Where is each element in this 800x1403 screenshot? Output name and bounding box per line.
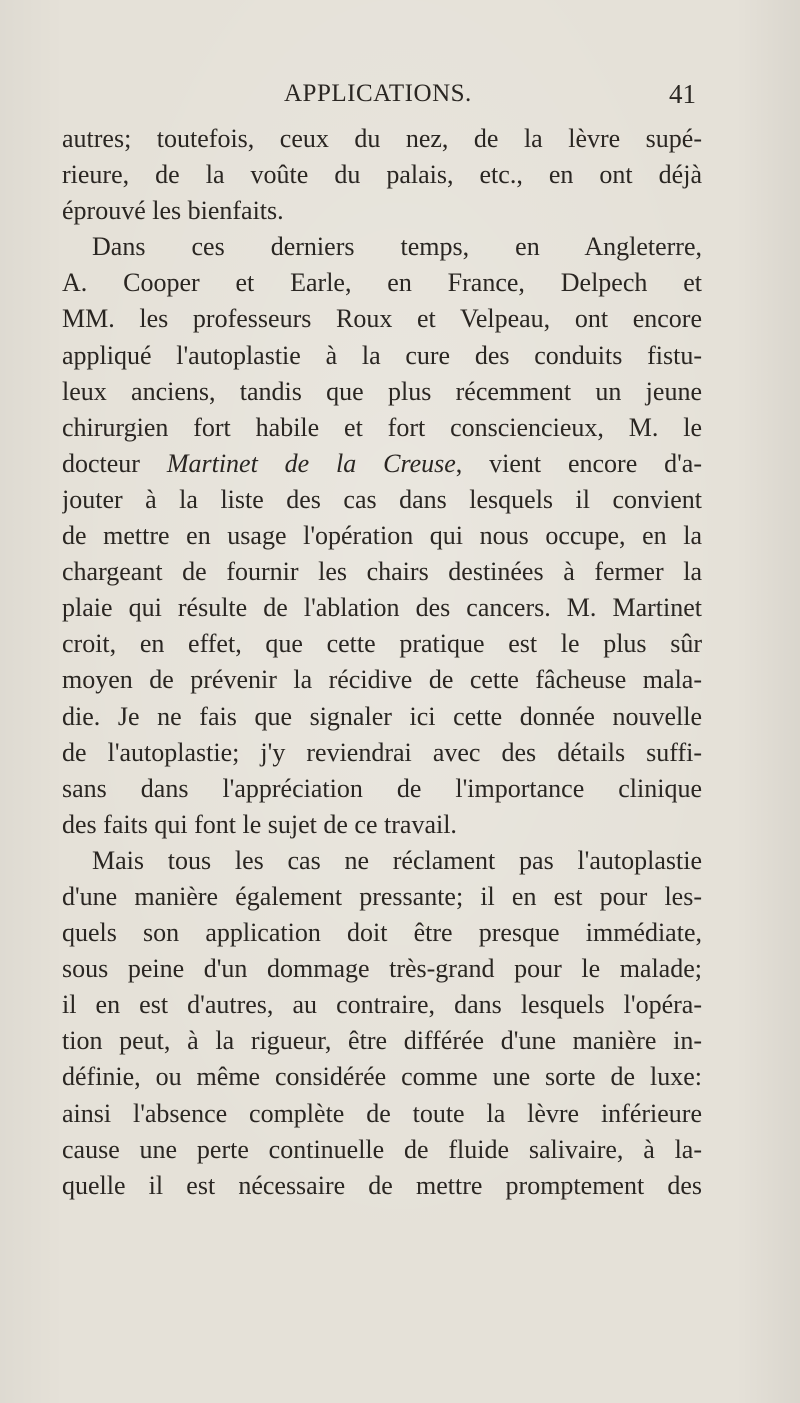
text-line: rieure, de la voûte du palais, etc., en ont déjà: [62, 160, 702, 190]
text-line: chirurgien fort habile et fort consciencieux, M. le: [62, 412, 702, 442]
text-line: d'une manière également pressante; il en est pour les-: [62, 881, 702, 911]
text-line: il en est d'autres, au contraire, dans lesquels l'opéra-: [62, 990, 702, 1020]
text-line: croit, en effet, que cette pratique est le plus sûr: [62, 629, 702, 659]
text-line: jouter à la liste des cas dans lesquels il convient: [62, 484, 702, 514]
text-line: des faits qui font le sujet de ce travail.: [62, 809, 457, 839]
italic-name: Martinet de la Creuse: [166, 448, 456, 478]
text-line: plaie qui résulte de l'ablation des cancers. M. Martinet: [62, 593, 702, 623]
running-head: APPLICATIONS.: [284, 80, 472, 107]
text-line: autres; toutefois, ceux du nez, de la lèvre supé-: [62, 124, 702, 153]
text-segment: , vient encore d'a-: [455, 448, 702, 478]
text-line: A. Cooper et Earle, en France, Delpech et: [62, 268, 702, 298]
text-line: appliqué l'autoplastie à la cure des conduits fistu-: [62, 340, 702, 370]
text-line: chargeant de fournir les chairs destinées à fermer la: [62, 557, 702, 587]
body-text: [62, 121, 702, 1204]
text-line: Mais tous les cas ne réclament pas l'autoplastie: [92, 845, 702, 875]
text-line: cause une perte continuelle de fluide salivaire, à la-: [62, 1134, 702, 1164]
text-line: éprouvé les bienfaits.: [62, 196, 284, 226]
text-line: sans dans l'appréciation de l'importance clinique: [62, 773, 702, 803]
text-line: moyen de prévenir la récidive de cette fâcheuse mala-: [62, 665, 702, 695]
text-line: tion peut, à la rigueur, être différée d'une manière in-: [62, 1026, 702, 1056]
text-line: quels son application doit être presque immédiate,: [62, 918, 702, 948]
text-line: ainsi l'absence complète de toute la lèvre inférieure: [62, 1098, 702, 1128]
text-line: sous peine d'un dommage très-grand pour le malade;: [62, 954, 702, 984]
text-segment: docteur: [62, 448, 167, 478]
text-line: définie, ou même considérée comme une sorte de luxe:: [62, 1062, 702, 1092]
text-line: de l'autoplastie; j'y reviendrai avec des détails suffi-: [62, 737, 702, 767]
text-line: [62, 446, 702, 482]
text-line: quelle il est nécessaire de mettre promptement des: [62, 1170, 702, 1200]
text-line: Dans ces derniers temps, en Angleterre,: [92, 232, 702, 262]
text-line: MM. les professeurs Roux et Velpeau, ont encore: [62, 304, 702, 334]
page-number: 41: [669, 79, 696, 109]
text-line: de mettre en usage l'opération qui nous occupe, en la: [62, 521, 702, 551]
text-line: leux anciens, tandis que plus récemment un jeune: [62, 376, 702, 406]
page-header: [62, 76, 702, 116]
text-line: die. Je ne fais que signaler ici cette donnée nouvelle: [62, 701, 702, 731]
